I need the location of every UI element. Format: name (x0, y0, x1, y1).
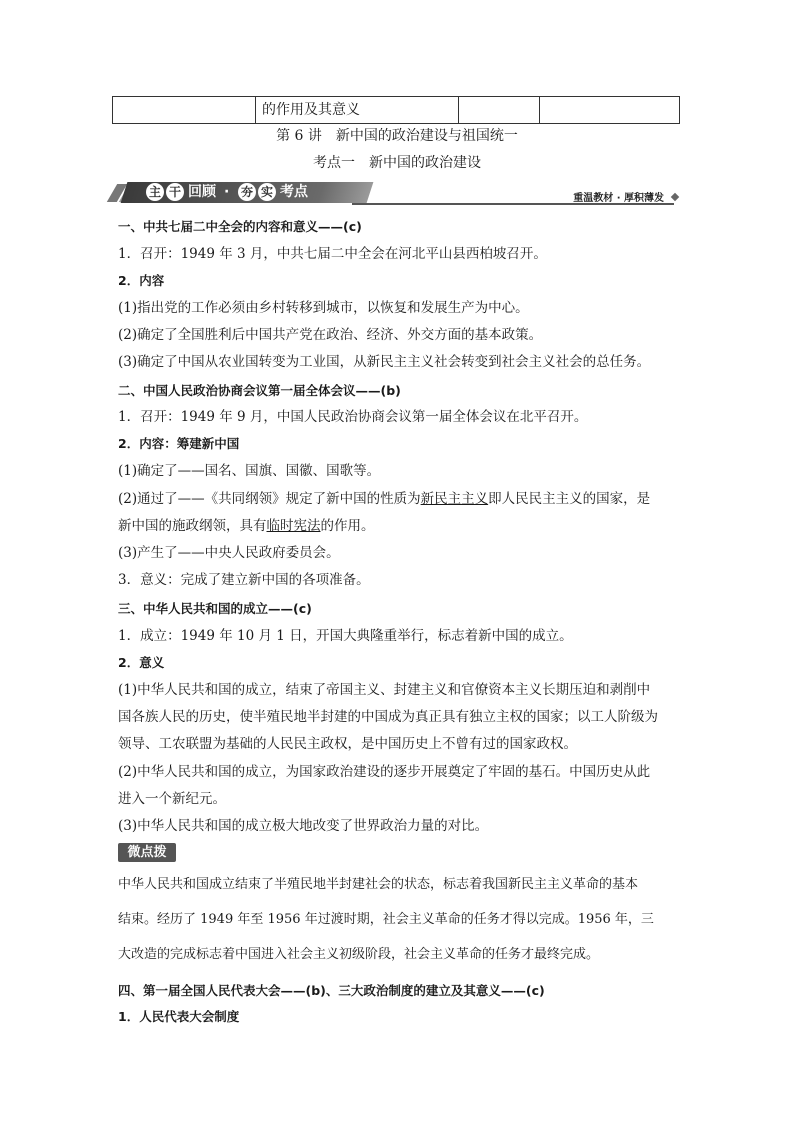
underlined-term: 新民主主义 (420, 491, 489, 507)
text-span: 即人民民主主义的国家，是 (488, 491, 651, 507)
paragraph-line: (1)中华人民共和国的成立，结束了帝国主义、封建主义和官僚资本主义长期压迫和剥削中 (118, 682, 651, 698)
heading: 二、中国人民政治协商会议第一届全体会议——(b) (118, 383, 401, 398)
text-span: 新中国的施政纲领，具有 (118, 518, 267, 534)
paragraph-line: 领导、工农联盟为基础的人民民主政权，是中国历史上不曾有过的国家政权。 (118, 736, 577, 752)
paragraph-line: 国各族人民的历史，使半殖民地半封建的中国成为真正具有独立主权的国家；以工人阶级为 (118, 709, 658, 725)
heading: 一、中共七届二中全会的内容和意义——(c) (118, 219, 362, 234)
banner-char: 实 (258, 183, 276, 201)
paragraph-line: (2)确定了全国胜利后中国共产党在政治、经济、外交方面的基本政策。 (118, 327, 543, 343)
paragraph-line: (3)产生了——中央人民政府委员会。 (118, 545, 340, 561)
subheading: 2．内容 (118, 273, 165, 288)
paragraph-line: (3)确定了中国从农业国转变为工业国，从新民主主义社会转变到社会主义社会的总任务。 (118, 354, 651, 370)
table-cell (540, 97, 679, 123)
banner-char: 干 (166, 183, 184, 201)
banner-slogan: 重温教材 · 厚积薄发 (573, 193, 664, 204)
subheading: 2．内容：筹建新中国 (118, 436, 240, 451)
heading: 三、中华人民共和国的成立——(c) (118, 601, 312, 616)
tip-badge: 微点拨 (118, 843, 176, 862)
table-fragment (112, 96, 680, 124)
paragraph-line: 1．召开：1949 年 9 月，中国人民政治协商会议第一届全体会议在北平召开。 (118, 409, 588, 425)
tip-line: 大改造的完成标志着中国进入社会主义初级阶段，社会主义革命的任务才最终完成。 (118, 947, 600, 962)
banner-text: 回顾 (188, 184, 216, 200)
table-cell (459, 97, 540, 123)
underlined-term: 临时宪法 (266, 518, 321, 534)
paragraph-line: (1)指出党的工作必须由乡村转移到城市，以恢复和发展生产为中心。 (118, 300, 529, 316)
paragraph-line: (2)中华人民共和国的成立，为国家政治建设的逐步开展奠定了牢固的基石。中国历史从此 (118, 764, 651, 780)
heading: 四、第一届全国人民代表大会——(b)、三大政治制度的建立及其意义——(c) (118, 983, 545, 998)
banner-text: 考点 (280, 184, 308, 200)
text-span: 的作用。 (320, 518, 375, 534)
tip-line: 中华人民共和国成立结束了半殖民地半封建社会的状态，标志着我国新民主主义革命的基本 (118, 877, 639, 892)
tip-line: 结束。经历了 1949 年至 1956 年过渡时期，社会主义革命的任务才得以完成。1956 年，三 (118, 912, 654, 927)
banner-dot: · (224, 184, 230, 200)
subheading: 1．人民代表大会制度 (118, 1009, 240, 1024)
table-cell: 的作用及其意义 (256, 97, 459, 123)
text-span: (2)通过了——《共同纲领》规定了新中国的性质为 (118, 491, 421, 507)
table-cell (113, 97, 256, 123)
banner-char: 主 (146, 183, 164, 201)
paragraph-line: 1．成立：1949 年 10 月 1 日，开国大典隆重举行，标志着新中国的成立。 (118, 628, 573, 644)
paragraph-line: (3)中华人民共和国的成立极大地改变了世界政治力量的对比。 (118, 818, 489, 834)
paragraph-line: 进入一个新纪元。 (118, 791, 226, 807)
paragraph-line: (1)确定了——国名、国旗、国徽、国歌等。 (118, 463, 381, 479)
section-banner (112, 179, 680, 209)
paragraph-line (118, 490, 650, 508)
lesson-title: 第 6 讲 新中国的政治建设与祖国统一 (276, 128, 518, 144)
paragraph-line (118, 517, 375, 535)
banner-char: 夯 (238, 183, 256, 201)
subheading: 2．意义 (118, 655, 165, 670)
paragraph-line: 3．意义：完成了建立新中国的各项准备。 (118, 572, 370, 588)
section-title: 考点一 新中国的政治建设 (313, 155, 481, 171)
diamond-icon (671, 193, 679, 201)
paragraph-line: 1．召开：1949 年 3 月，中共七届二中全会在河北平山县西柏坡召开。 (118, 246, 547, 262)
